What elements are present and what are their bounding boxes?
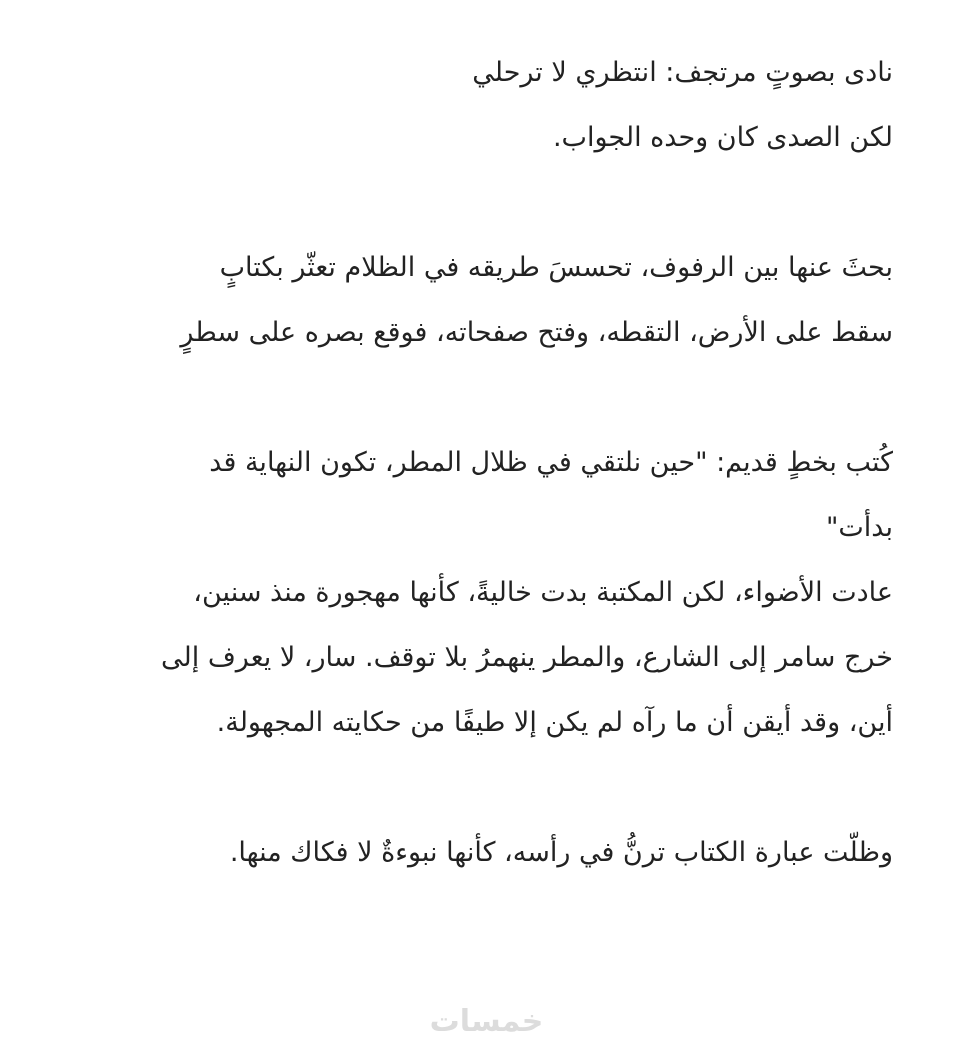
watermark-logo: خمسات [429,1004,544,1039]
paragraph-gap [113,365,893,430]
story-line: بحثَ عنها بين الرفوف، تحسسَ طريقه في الظلام تعثّر بكتابٍ [219,252,893,283]
story-line: أين، وقد أيقن أن ما رآه لم يكن إلا طيفًا من حكايته المجهولة. [216,707,893,738]
story-line: بدأت" [825,512,893,543]
story-line: سقط على الأرض، التقطه، وفتح صفحاته، فوقع بصره على سطرٍ [180,317,893,348]
story-text [113,40,893,885]
paragraph-gap [113,755,893,820]
story-line: كُتب بخطٍ قديم: "حين نلتقي في ظلال المطر، تكون النهاية قد [209,447,893,478]
story-line: خرج سامر إلى الشارع، والمطر ينهمرُ بلا توقف. سار، لا يعرف إلى [161,642,893,673]
story-line: عادت الأضواء، لكن المكتبة بدت خاليةً، كأنها مهجورة منذ سنين، [193,577,893,608]
story-line: لكن الصدى كان وحده الجواب. [552,122,893,153]
story-line: وظلّت عبارة الكتاب ترنُّ في رأسه، كأنها نبوءةٌ لا فكاك منها. [229,837,893,868]
paragraph-gap [113,170,893,235]
story-line: نادى بصوتٍ مرتجف: انتظري لا ترحلي [472,57,893,88]
